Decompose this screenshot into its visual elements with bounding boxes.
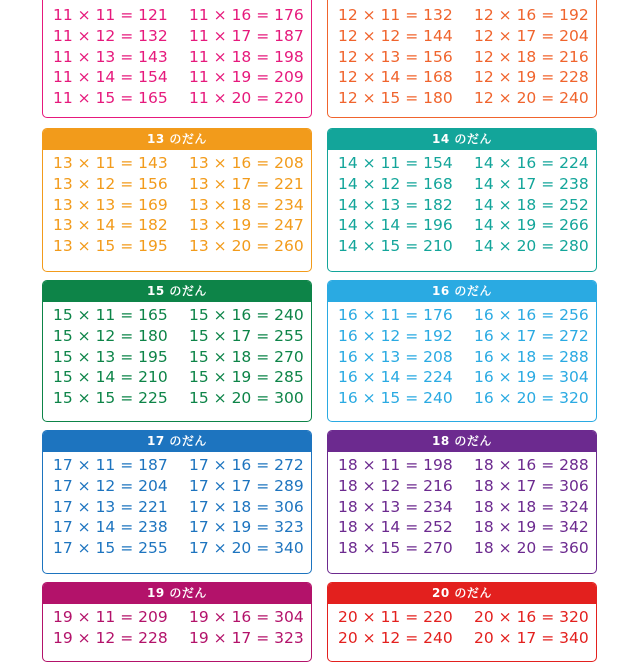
equations-right xyxy=(474,455,594,559)
table-card-17 xyxy=(42,430,312,574)
table-card-12 xyxy=(327,0,597,118)
equation: 13 × 16 = 208 xyxy=(189,154,304,172)
table-card-20 xyxy=(327,582,597,662)
equation: 17 × 13 = 221 xyxy=(53,497,168,516)
equations-right xyxy=(189,455,309,559)
equation: 16 × 12 = 192 xyxy=(338,326,453,345)
equation: 19 × 12 = 228 xyxy=(53,628,168,647)
equations-right xyxy=(474,5,594,109)
equation: 12 × 18 = 216 xyxy=(474,47,589,66)
card-title: 17 のだん xyxy=(43,431,311,452)
equation: 16 × 17 = 272 xyxy=(474,326,589,345)
equation: 15 × 13 = 195 xyxy=(53,347,168,366)
equation: 16 × 14 = 224 xyxy=(338,368,453,387)
card-title: 15 のだん xyxy=(43,281,311,302)
equation: 15 × 15 = 225 xyxy=(53,389,168,408)
equation: 18 × 19 = 342 xyxy=(474,518,589,537)
equation: 15 × 18 = 270 xyxy=(189,347,304,366)
equation: 20 × 11 = 220 xyxy=(338,608,453,626)
equation: 16 × 20 = 320 xyxy=(474,389,589,408)
card-title: 18 のだん xyxy=(328,431,596,452)
equation: 12 × 12 = 144 xyxy=(338,26,453,45)
equation: 17 × 18 = 306 xyxy=(189,497,304,516)
equation: 16 × 11 = 176 xyxy=(338,306,453,324)
equation: 19 × 11 = 209 xyxy=(53,608,168,626)
equation: 13 × 17 = 221 xyxy=(189,174,304,193)
equation: 17 × 11 = 187 xyxy=(53,456,168,474)
table-card-11 xyxy=(42,0,312,118)
card-title: 16 のだん xyxy=(328,281,596,302)
equation: 13 × 18 = 234 xyxy=(189,195,304,214)
equation: 14 × 12 = 168 xyxy=(338,174,453,193)
equation: 15 × 14 = 210 xyxy=(53,368,168,387)
equations-right xyxy=(474,153,594,257)
equation: 17 × 16 = 272 xyxy=(189,456,304,474)
equation: 11 × 14 = 154 xyxy=(53,68,168,87)
equation: 18 × 18 = 324 xyxy=(474,497,589,516)
equation: 14 × 18 = 252 xyxy=(474,195,589,214)
equation: 16 × 16 = 256 xyxy=(474,306,589,324)
equation: 18 × 11 = 198 xyxy=(338,456,453,474)
equation: 12 × 13 = 156 xyxy=(338,47,453,66)
equation: 15 × 17 = 255 xyxy=(189,326,304,345)
table-card-15 xyxy=(42,280,312,422)
equation: 14 × 19 = 266 xyxy=(474,216,589,235)
equation: 18 × 13 = 234 xyxy=(338,497,453,516)
equation: 14 × 16 = 224 xyxy=(474,154,589,172)
equation: 15 × 20 = 300 xyxy=(189,389,304,408)
equation: 12 × 17 = 204 xyxy=(474,26,589,45)
equation: 16 × 18 = 288 xyxy=(474,347,589,366)
equations-right xyxy=(189,607,309,649)
equation: 20 × 17 = 340 xyxy=(474,628,589,647)
equation: 13 × 11 = 143 xyxy=(53,154,168,172)
equations-left xyxy=(338,5,474,109)
equation: 17 × 19 = 323 xyxy=(189,518,304,537)
equation: 18 × 20 = 360 xyxy=(474,539,589,558)
equation: 15 × 11 = 165 xyxy=(53,306,168,324)
equations-left xyxy=(338,153,474,257)
equations-right xyxy=(474,607,594,649)
equation: 17 × 12 = 204 xyxy=(53,476,168,495)
equation: 19 × 17 = 323 xyxy=(189,628,304,647)
equations-right xyxy=(189,153,309,257)
equations-left xyxy=(53,607,189,649)
equation: 11 × 20 = 220 xyxy=(189,89,304,108)
equation: 13 × 13 = 169 xyxy=(53,195,168,214)
equation: 16 × 15 = 240 xyxy=(338,389,453,408)
equation: 15 × 16 = 240 xyxy=(189,306,304,324)
equation: 18 × 15 = 270 xyxy=(338,539,453,558)
equation: 12 × 15 = 180 xyxy=(338,89,453,108)
equation: 12 × 20 = 240 xyxy=(474,89,589,108)
equation: 16 × 13 = 208 xyxy=(338,347,453,366)
equation: 11 × 19 = 209 xyxy=(189,68,304,87)
equation: 17 × 17 = 289 xyxy=(189,476,304,495)
equation: 11 × 12 = 132 xyxy=(53,26,168,45)
equation: 18 × 12 = 216 xyxy=(338,476,453,495)
table-card-18 xyxy=(327,430,597,574)
table-card-14 xyxy=(327,128,597,272)
equation: 11 × 18 = 198 xyxy=(189,47,304,66)
equation: 11 × 11 = 121 xyxy=(53,6,168,24)
table-card-16 xyxy=(327,280,597,422)
equation: 19 × 16 = 304 xyxy=(189,608,304,626)
equation: 13 × 12 = 156 xyxy=(53,174,168,193)
equations-left xyxy=(338,455,474,559)
equations-right xyxy=(189,5,309,109)
equation: 12 × 16 = 192 xyxy=(474,6,589,24)
equation: 15 × 12 = 180 xyxy=(53,326,168,345)
equation: 14 × 15 = 210 xyxy=(338,237,453,256)
equation: 11 × 13 = 143 xyxy=(53,47,168,66)
equation: 14 × 11 = 154 xyxy=(338,154,453,172)
equation: 18 × 14 = 252 xyxy=(338,518,453,537)
equation: 18 × 16 = 288 xyxy=(474,456,589,474)
equation: 20 × 12 = 240 xyxy=(338,628,453,647)
equations-left xyxy=(53,153,189,257)
equations-right xyxy=(189,305,309,409)
equations-left xyxy=(53,305,189,409)
equation: 13 × 19 = 247 xyxy=(189,216,304,235)
card-title: 14 のだん xyxy=(328,129,596,150)
equation: 14 × 14 = 196 xyxy=(338,216,453,235)
equation: 13 × 14 = 182 xyxy=(53,216,168,235)
equation: 14 × 20 = 280 xyxy=(474,237,589,256)
equation: 17 × 15 = 255 xyxy=(53,539,168,558)
card-title: 13 のだん xyxy=(43,129,311,150)
equation: 14 × 13 = 182 xyxy=(338,195,453,214)
equation: 17 × 20 = 340 xyxy=(189,539,304,558)
equation: 15 × 19 = 285 xyxy=(189,368,304,387)
equation: 17 × 14 = 238 xyxy=(53,518,168,537)
equations-left xyxy=(338,607,474,649)
equations-left xyxy=(338,305,474,409)
card-title: 19 のだん xyxy=(43,583,311,604)
equation: 16 × 19 = 304 xyxy=(474,368,589,387)
equation: 18 × 17 = 306 xyxy=(474,476,589,495)
table-card-13 xyxy=(42,128,312,272)
equation: 12 × 11 = 132 xyxy=(338,6,453,24)
equation: 12 × 14 = 168 xyxy=(338,68,453,87)
equation: 11 × 15 = 165 xyxy=(53,89,168,108)
equation: 13 × 15 = 195 xyxy=(53,237,168,256)
equation: 14 × 17 = 238 xyxy=(474,174,589,193)
equation: 11 × 17 = 187 xyxy=(189,26,304,45)
equation: 11 × 16 = 176 xyxy=(189,6,304,24)
equations-right xyxy=(474,305,594,409)
card-title: 20 のだん xyxy=(328,583,596,604)
equation: 12 × 19 = 228 xyxy=(474,68,589,87)
equation: 20 × 16 = 320 xyxy=(474,608,589,626)
equations-left xyxy=(53,5,189,109)
equations-left xyxy=(53,455,189,559)
equation: 13 × 20 = 260 xyxy=(189,237,304,256)
table-card-19 xyxy=(42,582,312,662)
